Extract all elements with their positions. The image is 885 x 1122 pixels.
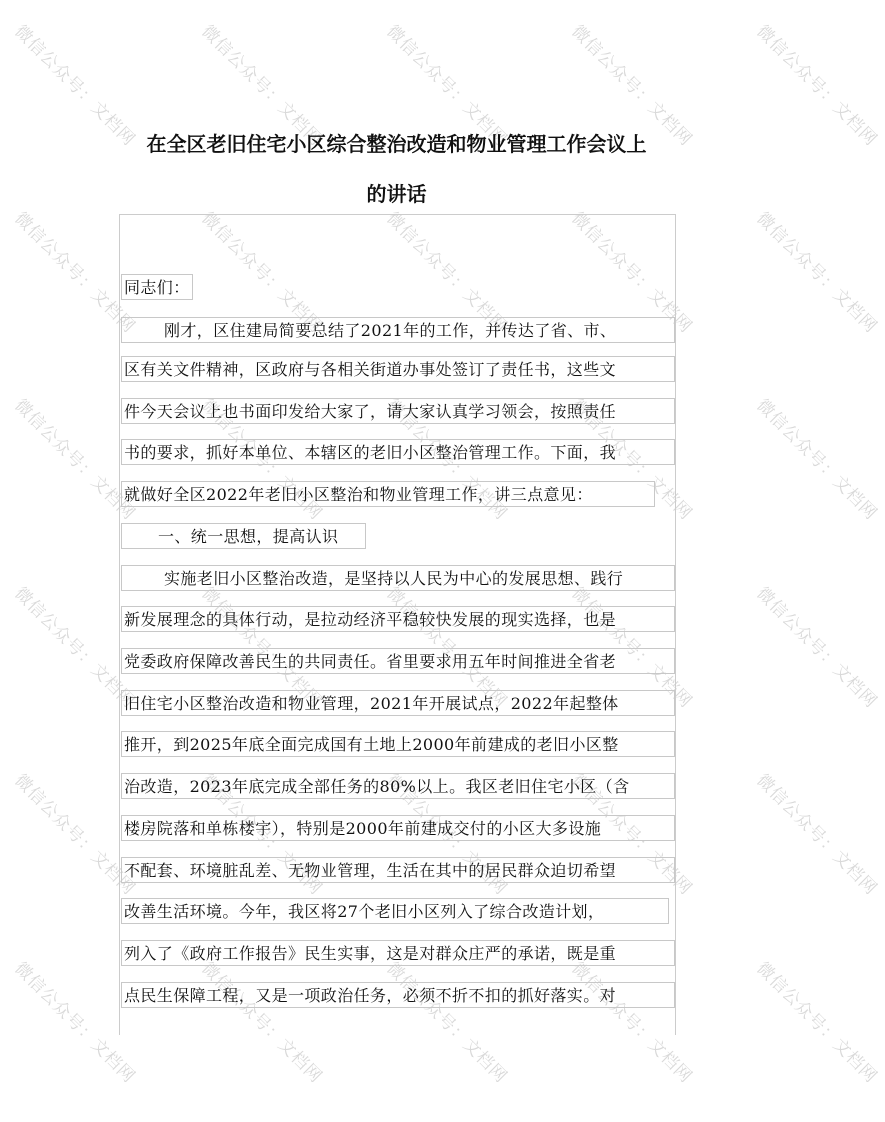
watermark-text: 微信公众号：文档网	[10, 395, 140, 525]
paragraph-line: 旧住宅小区整治改造和物业管理，2021年开展试点，2022年起整体	[121, 690, 675, 716]
paragraph-line: 新发展理念的具体行动，是拉动经济平稳较快发展的现实选择，也是	[121, 606, 675, 632]
watermark-text: 微信公众号：文档网	[567, 21, 697, 151]
section-heading: 一、统一思想，提高认识	[121, 523, 366, 549]
paragraph-line: 治改造，2023年底完成全部任务的80%以上。我区老旧住宅小区（含	[121, 773, 675, 799]
watermark-text: 微信公众号：文档网	[567, 958, 697, 1088]
paragraph-line: 点民生保障工程，又是一项政治任务，必须不折不扣的抓好落实。对	[121, 982, 675, 1008]
watermark-text: 微信公众号：文档网	[10, 770, 140, 900]
watermark-text: 微信公众号：文档网	[197, 208, 327, 338]
salutation: 同志们：	[121, 274, 193, 300]
watermark-text: 微信公众号：文档网	[752, 958, 882, 1088]
watermark-text: 微信公众号：文档网	[752, 770, 882, 900]
watermark-text: 微信公众号：文档网	[382, 21, 512, 151]
paragraph-line: 就做好全区2022年老旧小区整治和物业管理工作，讲三点意见：	[121, 481, 655, 507]
paragraph-line: 改善生活环境。今年，我区将27个老旧小区列入了综合改造计划，	[121, 898, 669, 924]
watermark-text: 微信公众号：文档网	[752, 21, 882, 151]
watermark-text: 微信公众号：文档网	[197, 583, 327, 713]
watermark-text: 微信公众号：文档网	[382, 208, 512, 338]
watermark-text: 微信公众号：文档网	[382, 770, 512, 900]
watermark-text: 微信公众号：文档网	[10, 583, 140, 713]
paragraph-line: 不配套、环境脏乱差、无物业管理，生活在其中的居民群众迫切希望	[121, 857, 675, 883]
watermark-text: 微信公众号：文档网	[752, 583, 882, 713]
watermark-text: 微信公众号：文档网	[752, 395, 882, 525]
watermark-text: 微信公众号：文档网	[197, 770, 327, 900]
watermark-text: 微信公众号：文档网	[382, 958, 512, 1088]
paragraph-line: 件今天会议上也书面印发给大家了，请大家认真学习领会，按照责任	[121, 398, 675, 424]
watermark-text: 微信公众号：文档网	[567, 770, 697, 900]
watermark-text: 微信公众号：文档网	[197, 21, 327, 151]
watermark-text: 微信公众号：文档网	[567, 208, 697, 338]
paragraph-line: 区有关文件精神，区政府与各相关街道办事处签订了责任书，这些文	[121, 356, 675, 382]
watermark-text: 微信公众号：文档网	[567, 395, 697, 525]
paragraph-line: 推开，到2025年底全面完成国有土地上2000年前建成的老旧小区整	[121, 731, 675, 757]
paragraph-line: 实施老旧小区整治改造，是坚持以人民为中心的发展思想、践行	[121, 565, 675, 591]
watermark-text: 微信公众号：文档网	[567, 583, 697, 713]
watermark-text: 微信公众号：文档网	[197, 395, 327, 525]
watermark-text: 微信公众号：文档网	[10, 208, 140, 338]
paragraph-line: 书的要求，抓好本单位、本辖区的老旧小区整治管理工作。下面，我	[121, 439, 675, 465]
watermark-text: 微信公众号：文档网	[382, 395, 512, 525]
watermark-text: 微信公众号：文档网	[752, 208, 882, 338]
document-title-line-2: 的讲话	[366, 182, 427, 206]
paragraph-line: 党委政府保障改善民生的共同责任。省里要求用五年时间推进全省老	[121, 648, 675, 674]
paragraph-line: 刚才，区住建局简要总结了2021年的工作，并传达了省、市、	[121, 317, 675, 343]
watermark-text: 微信公众号：文档网	[382, 583, 512, 713]
watermark-text: 微信公众号：文档网	[10, 21, 140, 151]
watermark-text: 微信公众号：文档网	[197, 958, 327, 1088]
paragraph-line: 楼房院落和单栋楼宇），特别是2000年前建成交付的小区大多设施	[121, 815, 675, 841]
paragraph-line: 列入了《政府工作报告》民生实事，这是对群众庄严的承诺，既是重	[121, 940, 675, 966]
watermark-text: 微信公众号：文档网	[10, 958, 140, 1088]
document-title-line-1: 在全区老旧住宅小区综合整治改造和物业管理工作会议上	[146, 132, 647, 156]
